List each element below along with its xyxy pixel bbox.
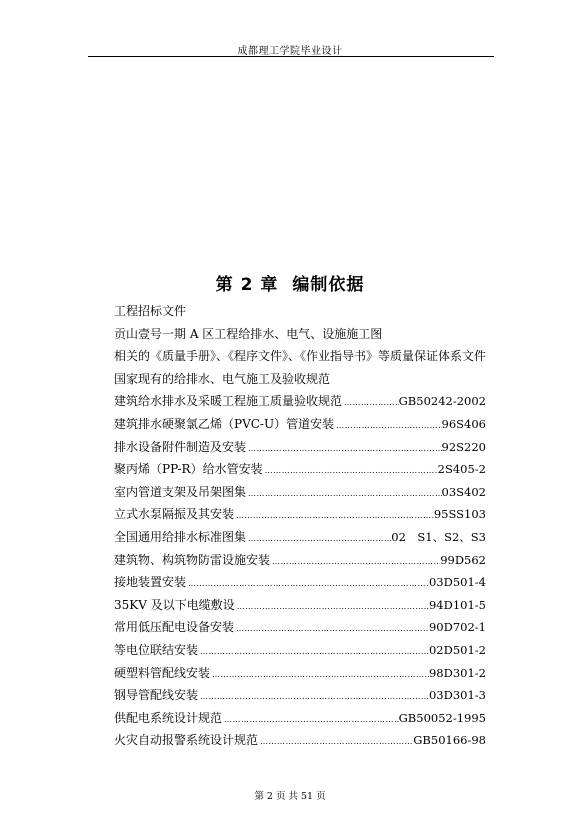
standard-code: 03D301-3 <box>428 688 486 703</box>
leader-dots <box>222 709 399 730</box>
standard-entry <box>114 413 486 436</box>
standard-name: 建筑给水排水及采暖工程施工质量验收规范 <box>114 394 343 409</box>
standard-entry <box>114 503 486 526</box>
standard-name: 供配电系统设计规范 <box>114 710 223 725</box>
standard-code: 2S405-2 <box>437 462 486 477</box>
basis-line: 工程招标文件 <box>114 304 187 318</box>
standard-code: 98D301-2 <box>428 665 486 680</box>
standard-entry <box>114 549 486 572</box>
standard-code: 95SS103 <box>433 507 486 522</box>
basis-line: 国家现有的给排水、电气施工及验收规范 <box>114 371 331 386</box>
standard-entry <box>114 526 486 549</box>
standard-name: 室内管道支架及吊架图集 <box>114 484 247 499</box>
standard-name: 硬塑料管配线安装 <box>114 665 211 680</box>
leader-dots <box>342 392 399 413</box>
standard-entry <box>114 639 486 662</box>
page-footer: 第 2 页 共 51 页 <box>254 791 326 802</box>
standard-name: 立式水泵隔振及其安装 <box>114 507 235 522</box>
leader-dots <box>263 460 438 481</box>
standard-code: 90D702-1 <box>428 620 486 635</box>
standard-name: 35KV 及以下电缆敷设 <box>114 597 235 612</box>
leader-dots <box>186 573 429 594</box>
standard-code: GB50052-1995 <box>398 710 486 725</box>
standard-entry <box>114 481 486 504</box>
standard-code: 99D562 <box>440 552 486 567</box>
standard-code: 92S220 <box>441 439 486 454</box>
standard-code: GB50166-98 <box>413 733 486 748</box>
standard-entry <box>114 436 486 459</box>
basis-line: 相关的《质量手册》、《程序文件》、《作业指导书》等质量保证体系文件 <box>114 349 486 364</box>
standard-entry <box>114 390 486 413</box>
leader-dots <box>234 618 429 639</box>
standard-name: 排水设备附件制造及安装 <box>114 439 247 454</box>
standard-entry <box>114 729 486 752</box>
standard-name: 全国通用给排水标准图集 <box>114 529 247 544</box>
standard-code: 02D501-2 <box>428 642 486 657</box>
standard-entry <box>114 707 486 730</box>
leader-dots <box>258 731 413 752</box>
standard-name: 建筑排水硬聚氯乙烯（PVC-U）管道安装 <box>114 416 335 431</box>
page-header-title: 成都理工学院毕业设计 <box>237 46 343 57</box>
standard-code: 03D501-4 <box>428 575 486 590</box>
standard-entry <box>114 684 486 707</box>
leader-dots <box>246 438 442 459</box>
standard-entry <box>114 458 486 481</box>
chapter-heading <box>0 270 580 295</box>
standard-name: 钢导管配线安装 <box>114 688 199 703</box>
leader-dots <box>198 686 429 707</box>
leader-dots <box>270 551 440 572</box>
basis-line: 贡山壹号一期 A 区工程给排水、电气、设施施工图 <box>114 326 383 341</box>
leader-dots <box>246 528 391 549</box>
standard-code: 03S402 <box>441 484 486 499</box>
standard-code: 94D101-5 <box>428 597 486 612</box>
standard-name: 建筑物、构筑物防雷设施安装 <box>114 552 271 567</box>
standard-entry <box>114 571 486 594</box>
standard-code: GB50242-2002 <box>398 394 486 409</box>
standard-code: 02 S1、S2、S3 <box>391 529 486 544</box>
leader-dots <box>246 483 442 504</box>
standard-name: 等电位联结安装 <box>114 642 199 657</box>
standard-entry <box>114 616 486 639</box>
standard-code: 96S406 <box>441 416 486 431</box>
leader-dots <box>198 641 429 662</box>
standard-entry <box>114 662 486 685</box>
standard-name: 接地装置安装 <box>114 575 187 590</box>
leader-dots <box>234 505 434 526</box>
standard-name: 火灾自动报警系统设计规范 <box>114 733 259 748</box>
leader-dots <box>210 664 429 685</box>
standard-name: 聚丙烯（PP-R）给水管安装 <box>114 462 263 477</box>
chapter-number: 第 2 章 <box>215 275 279 295</box>
basis-list <box>114 300 486 752</box>
leader-dots <box>235 596 429 617</box>
chapter-title: 编制依据 <box>292 275 365 295</box>
standard-name: 常用低压配电设备安装 <box>114 620 235 635</box>
leader-dots <box>334 415 441 436</box>
standard-entry <box>114 594 486 617</box>
header-divider <box>88 56 494 57</box>
